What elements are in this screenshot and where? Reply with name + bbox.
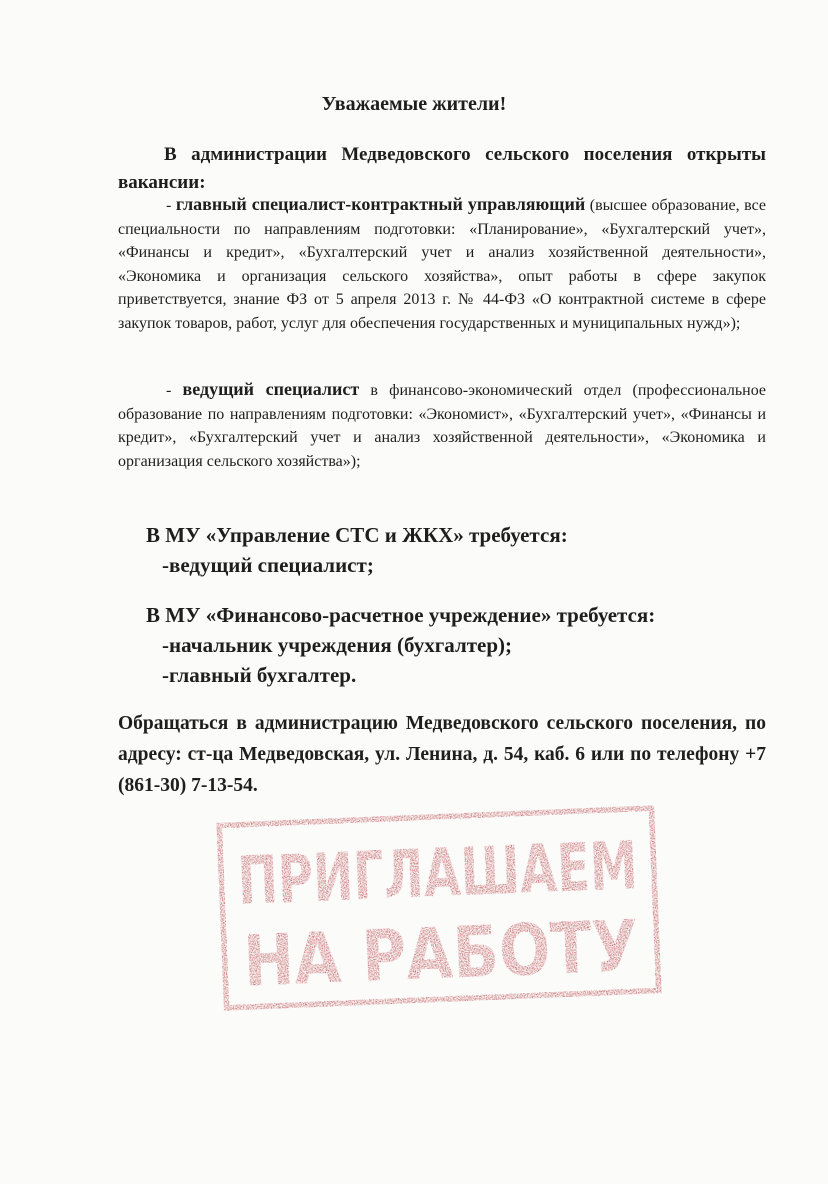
org-heading: В МУ «Финансово-расчетное учреждение» требуется: — [146, 603, 656, 627]
vacancy-prefix: - — [166, 197, 176, 214]
vacancy-position: ведущий специалист — [182, 379, 360, 399]
stamp-line-1: ПРИГЛАШАЕМ — [236, 821, 790, 921]
intro-paragraph: В администрации Медведовского сельского поселения открыты вакансии: — [118, 144, 766, 193]
stamp-graphic — [210, 799, 790, 1017]
vacancy-contract-manager — [118, 193, 766, 335]
vacancy-details: (высшее образование, все специальности по направлениям подготовки: «Планирование», «Бухгалтерский учет», «Финансы и кредит», «Бухгалтерский учет и анализ хозяйственной деятельности», «Экономика и организация сельского хозяйства», опыт работы в сфере закупок приветствуется, знание ФЗ от 5 апреля 2013 г. № 44-ФЗ «О контрактной системе в сфере закупок товаров, работ, услуг для обеспечения государственных и муниципальных нужд»); — [118, 197, 766, 332]
vacancy-lead-specialist — [118, 378, 766, 473]
org-finance-block — [146, 600, 655, 690]
hiring-stamp — [210, 799, 790, 1017]
org-heading: В МУ «Управление СТС и ЖКХ» требуется: — [146, 523, 568, 547]
vacancy-details: в финансово-экономический отдел (профессиональное образование по направлениям подготовки: «Экономист», «Бухгалтерский учет», «Финансы и кредит», «Бухгалтерский учет и анализ хозяйственной деятельности», «Экономика и организация сельского хозяйства»); — [118, 382, 767, 470]
vacancy-prefix: - — [166, 382, 183, 399]
org-vacancy-item: -ведущий специалист; — [162, 553, 374, 577]
contact-paragraph: Обращаться в администрацию Медведовского сельского поселения, по адресу: ст-ца Медведовская, ул. Ленина, д. 54, каб. 6 или по телефону +7 (861-30) 7-13-54. — [118, 713, 766, 796]
stamp-line-2: НА РАБОТУ — [241, 902, 702, 1003]
notice-title: Уважаемые жители! — [321, 93, 507, 115]
vacancy-position: главный специалист-контрактный управляющий — [175, 194, 586, 214]
org-vacancy-item: -главный бухгалтер. — [162, 663, 357, 687]
org-vacancy-item: -начальник учреждения (бухгалтер); — [162, 633, 513, 657]
org-housing-block — [146, 520, 568, 580]
